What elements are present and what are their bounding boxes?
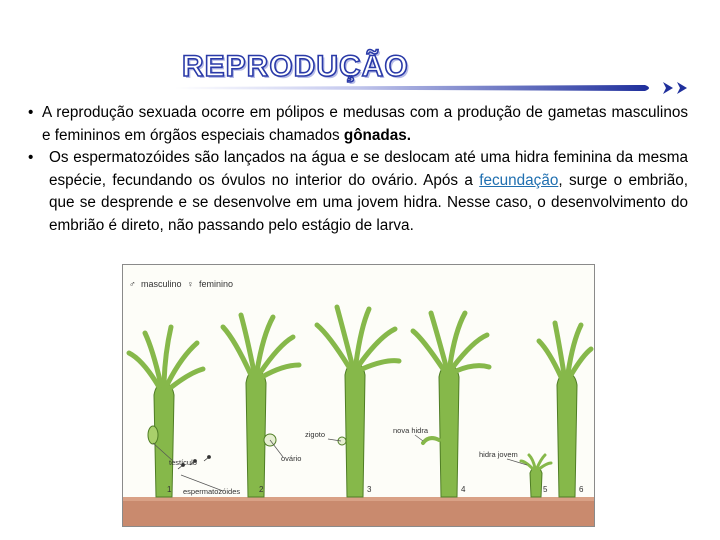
label-hidra-jovem: hidra jovem <box>479 450 518 459</box>
bullet-text: A reprodução sexuada ocorre em pólipos e medusas com a produção de gametas masculinos e femininos em órgãos especiais chamados <box>42 104 688 144</box>
hydra-reproduction-illustration <box>122 264 595 527</box>
hydra-6 <box>539 323 591 497</box>
term-gonadas: gônadas. <box>343 126 412 144</box>
stage-number-2: 2 <box>259 485 264 494</box>
bullet-marker: • <box>28 104 34 121</box>
legend-male-label: masculino <box>141 279 182 289</box>
bullet-marker: • <box>28 149 34 166</box>
hydra-2 <box>223 315 302 497</box>
hydra-4 <box>413 313 489 497</box>
legend <box>129 279 233 289</box>
label-testiculo: testículo <box>169 458 197 467</box>
title-underline-arrow <box>175 80 700 96</box>
hydra-3 <box>317 307 399 497</box>
stage-number-4: 4 <box>461 485 466 494</box>
bullet-item-fecundacao <box>28 147 688 237</box>
label-espermatozoides: espermatozóides <box>183 487 241 496</box>
bullet-text: Os espermatozóides são lançados na água e se deslocam até uma hidra feminina da mesma espécie, fecundando os óvulos no interior do ovário. Após a <box>49 149 688 189</box>
label-nova-hidra: nova hidra <box>393 426 429 435</box>
legend-female-label: feminino <box>199 279 234 289</box>
bullet-text-continued: , surge o embrião, que se desprende e se desenvolve em uma jovem hidra. Nesse caso, o desenvolvimento do embrião é direto, não passando pelo estágio de larva. <box>49 171 688 234</box>
slide-title: REPRODUÇÃO <box>182 50 409 83</box>
label-zigoto: zigoto <box>305 430 326 439</box>
ground-strip <box>123 497 594 526</box>
hydra-1 <box>129 327 203 497</box>
stage-number-1: 1 <box>167 485 172 494</box>
stage-number-5: 5 <box>543 485 548 494</box>
bullet-list <box>28 102 688 237</box>
bullet-item-gonadas <box>28 102 688 147</box>
female-symbol: ♀ <box>187 279 194 289</box>
label-ovario: ovário <box>281 454 302 463</box>
stage-number-6: 6 <box>579 485 584 494</box>
male-symbol: ♂ <box>129 279 136 289</box>
stage-number-3: 3 <box>367 485 372 494</box>
fecundacao-link[interactable]: fecundação <box>479 171 559 189</box>
